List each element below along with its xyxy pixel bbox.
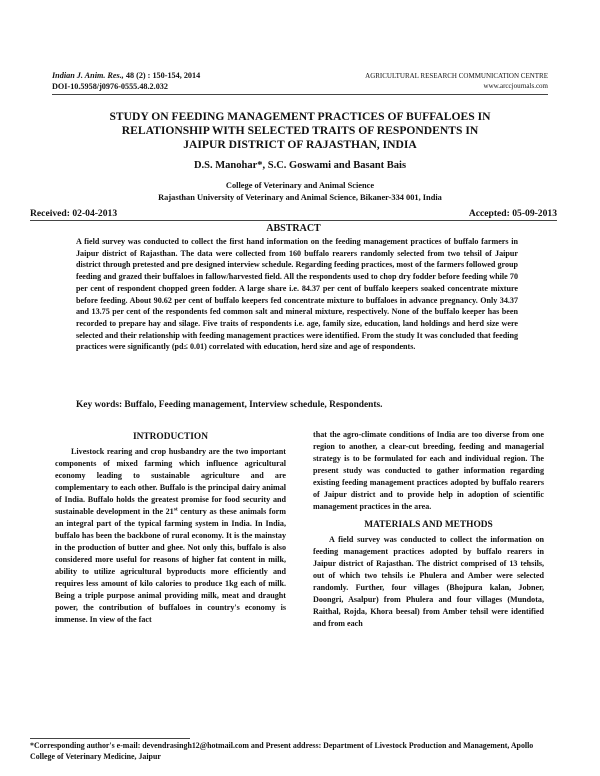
methods-paragraph: A field survey was conducted to collect the information on feeding management practices adopted by buffalo rearers in Jaipur district of Rajasthan. The district comprised of 13 tehsils, out of which two tehsils i.e Phulera and Amber were selected randomly. Further, four villages (Bhojpura kalan, Jobner, Doongri, Asalpur) from Phulera and four villages (Mundota, Raithal, Rojda, Khora beesal) from Amber tehsil were identified and from each [313,535,544,628]
accepted-date: Accepted: 05-09-2013 [468,208,557,219]
title-line: STUDY ON FEEDING MANAGEMENT PRACTICES OF BUFFALOES IN [109,110,491,123]
publisher-block [330,71,548,91]
doi: DOI-10.5958/j0976-0555.48.2.032 [52,81,168,91]
received-date: Received: 02-04-2013 [30,208,118,219]
intro-text-part: Livestock rearing and crop husbandry are the two important components of mixed farming which influence agricultural economy leading to sustainable agriculture and are complementary to each other. Buffalo is the principal dairy animal of India. Buffalo holds the greatest promise for food security and sustainable development in the 21 [55,447,286,516]
header-divider [52,94,548,95]
footnote-divider [30,738,190,739]
publisher-name: AGRICULTURAL RESEARCH COMMUNICATION CENTRE [365,72,548,80]
right-column [313,429,544,630]
authors: D.S. Manohar*, S.C. Goswami and Basant Bais [193,160,407,171]
journal-citation-block [52,71,200,92]
ordinal-suffix: st [173,506,178,513]
corresponding-author-footnote: *Corresponding author's e-mail: devendrasingh12@hotmail.com and Present address: Department of Livestock Production and Management, Apollo College of Veterinary Medicine, Jaipur [30,741,534,761]
title-line: JAIPUR DISTRICT OF RAJASTHAN, INDIA [183,138,417,151]
keywords: Key words: Buffalo, Feeding management, Interview schedule, Respondents. [76,400,383,410]
intro-text-part: century as these animals form an integral part of the typical farming system in India. In India, buffalo has been the backbone of rural economy. It is the mainstay in the production of butter and ghee. Not only this, buffalo is also considered more useful for reasons of higher fat content in milk, ability to utilize agricultural byproducts more efficiently and requires less amount of kilo calories to produce 1kg each of milk. Being a triple purpose animal providing milk, meat and draught power, the contribution of buffaloes in country's economy is immense. In view of the fact [55,507,286,624]
abstract-text: A field survey was conducted to collect the first hand information on the feeding management practices of buffalo farmers in Jaipur district of Rajasthan. The data were collected from 160 buffalo rearers randomly selected from two tehsil of Jaipur district through pretested and pre designed interview schedule. Regarding feeding practices, most of the farmers followed group feeding and grazed their buffaloes in fallow/harvested field. All the respondents used to chop dry fodder before feeding while 70 per cent of respondent chopped green fodder. A large share i.e. 84.37 per cent of buffalo keepers soaked concentrate mixture before feeding. About 90.62 per cent of buffalo keepers fed concentrate mixture to buffaloes in advance pregnancy. Only 34.37 and 13.75 per cent of the respondents fed common salt and mineral mixture, respectively. None of the buffalo keeper has been recorded to prepare hay and silage. Five traits of respondents i.e. age, family size, education, land holdings and herd size were selected and their relationship with feeding management practices were identified. From the study It was concluded that feeding practices were significantly (pd≤ 0.01) correlated with education, herd size and age of respondents. [76,237,518,352]
abstract-heading: ABSTRACT [266,223,321,234]
affiliation [60,180,540,204]
journal-citation: 48 (2) : 150-154, 2014 [123,71,201,80]
publisher-website: www.arccjournals.com [483,82,548,90]
introduction-continued: that the agro-climate conditions of India are too diverse from one region to another, a clear-cut breeding, feeding and managerial strategy is to be formulated for each and individual region. The present study was conducted to gather information regarding existing feeding management practices adopted by buffalo rearers of Jaipur district and to provide help in adoption of scientific management practices in the area. [313,430,544,511]
affiliation-college: College of Veterinary and Animal Science [225,181,375,190]
introduction-heading: INTRODUCTION [132,432,208,442]
dates-divider [30,220,557,221]
journal-name: Indian J. Anim. Res., [52,71,124,80]
title-line: RELATIONSHIP WITH SELECTED TRAITS OF RESPONDENTS IN [121,124,479,137]
affiliation-university: Rajasthan University of Veterinary and Animal Science, Bikaner-334 001, India [158,193,442,202]
article-dates [30,208,557,219]
introduction-paragraph [55,446,286,626]
methods-heading: MATERIALS AND METHODS [364,520,493,530]
left-column [55,429,286,626]
article-title [60,110,540,152]
